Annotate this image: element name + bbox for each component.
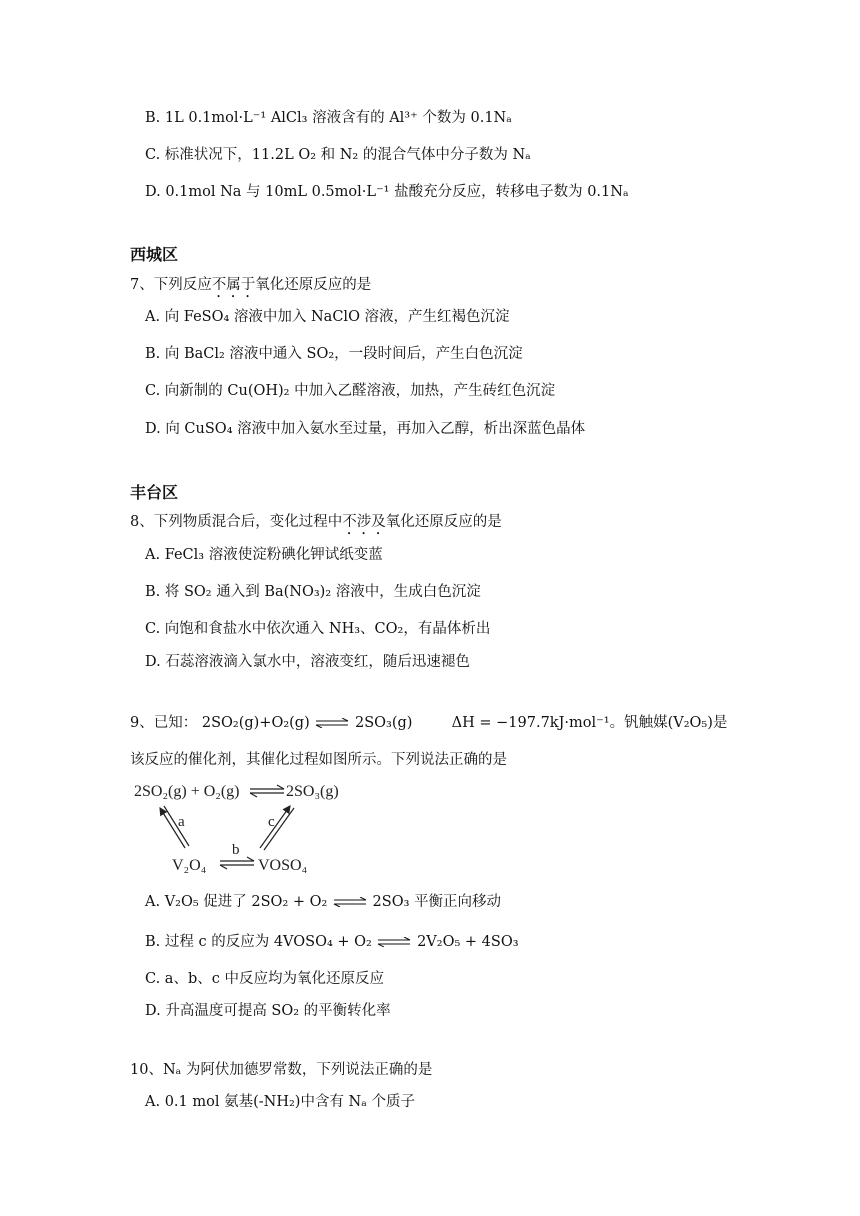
question-10-stem: 10、Nₐ 为阿伏加德罗常数，下列说法正确的是 [130, 1062, 433, 1078]
emphasis-text: 不属于 [211, 277, 256, 293]
diagram-bottom-left: V₂O₄ [172, 857, 207, 874]
question-8-option-b: B. 将 SO₂ 通入到 Ba(NO₃)₂ 溶液中，生成白色沉淀 [145, 584, 481, 600]
question-8-option-c: C. 向饱和食盐水中依次通入 NH₃、CO₂，有晶体析出 [145, 621, 491, 637]
question-9-stem-line-2: 该反应的催化剂，其催化过程如图所示。下列说法正确的是 [130, 752, 507, 768]
diagram-top-right: 2SO₃(g) [286, 783, 339, 800]
diagram-label-a: a [178, 814, 185, 830]
question-9-option-b: B. 过程 c 的反应为 4VOSO₄ + O₂ 2V₂O₅ + 4SO₃ [145, 934, 519, 950]
question-7-option-c: C. 向新制的 Cu(OH)₂ 中加入乙醛溶液，加热，产生砖红色沉淀 [145, 383, 556, 399]
prev-option-b: B. 1L 0.1mol·L⁻¹ AlCl₃ 溶液含有的 Al³⁺ 个数为 0.1Nₐ [145, 110, 512, 126]
question-9-option-a: A. V₂O₅ 促进了 2SO₂ + O₂ 2SO₃ 平衡正向移动 [145, 894, 502, 910]
question-8-option-a: A. FeCl₃ 溶液使淀粉碘化钾试纸变蓝 [145, 547, 383, 563]
question-9-option-d: D. 升高温度可提高 SO₂ 的平衡转化率 [145, 1003, 391, 1019]
prev-option-d: D. 0.1mol Na 与 10mL 0.5mol·L⁻¹ 盐酸充分反应，转移电子数为 0.1Nₐ [145, 184, 629, 200]
question-7-option-a: A. 向 FeSO₄ 溶液中加入 NaClO 溶液，产生红褐色沉淀 [145, 309, 510, 325]
question-7-option-b: B. 向 BaCl₂ 溶液中通入 SO₂，一段时间后，产生白色沉淀 [145, 346, 523, 362]
prev-option-c: C. 标准状况下，11.2L O₂ 和 N₂ 的混合气体中分子数为 Nₐ [145, 147, 531, 163]
section-heading-xicheng: 西城区 [130, 245, 179, 264]
diagram-arrow-c-icon [260, 806, 294, 850]
question-9-stem-line-1: 9、已知： 2SO₂(g)+O₂(g) 2SO₃(g) ΔH = −197.7kJ·mol⁻¹。钒触媒(V₂O₅)是 [130, 715, 728, 731]
section-heading-fengtai: 丰台区 [130, 483, 179, 502]
question-7-stem: 7、下列反应不属于氧化还原反应的是 [130, 277, 372, 293]
equilibrium-arrow-icon [333, 897, 367, 907]
diagram-top-equilibrium-arrow-icon [250, 785, 284, 797]
diagram-label-b: b [232, 842, 240, 858]
question-10-option-a: A. 0.1 mol 氨基(-NH₂)中含有 Nₐ 个质子 [145, 1094, 415, 1110]
question-8-option-d: D. 石蕊溶液滴入氯水中，溶液变红，随后迅速褪色 [145, 654, 470, 670]
question-9-option-c: C. a、b、c 中反应均为氧化还原反应 [145, 971, 384, 987]
equilibrium-arrow-icon [377, 937, 411, 947]
diagram-top-left: 2SO₂(g) + O₂(g) [134, 783, 240, 800]
catalysis-cycle-diagram [130, 778, 360, 878]
question-7-option-d: D. 向 CuSO₄ 溶液中加入氨水至过量，再加入乙醇，析出深蓝色晶体 [145, 421, 586, 437]
question-8-stem: 8、下列物质混合后，变化过程中不涉及氧化还原反应的是 [130, 514, 502, 530]
emphasis-text: 不涉及 [342, 514, 386, 530]
diagram-arrow-b-icon [220, 857, 254, 869]
equilibrium-arrow-icon [315, 718, 349, 728]
diagram-label-c: c [268, 814, 275, 830]
diagram-bottom-right: VOSO₄ [258, 857, 308, 874]
